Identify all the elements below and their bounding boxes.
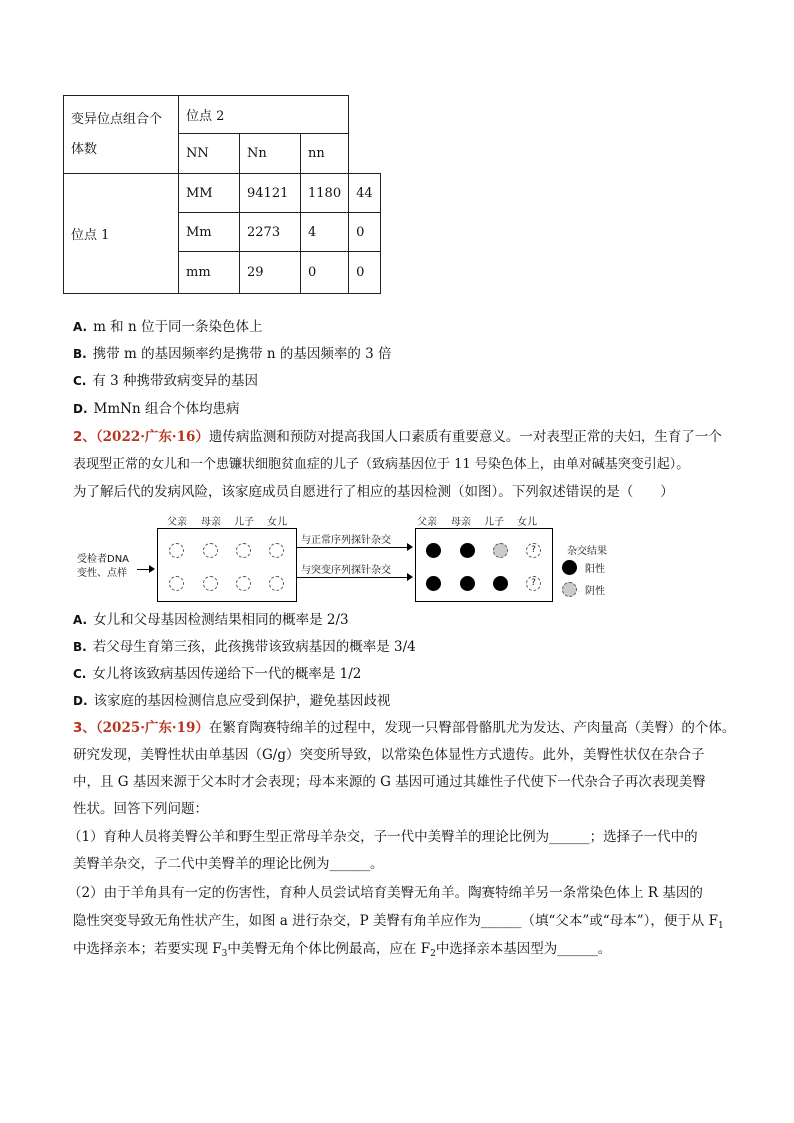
q3-line-4: 性状。回答下列问题： xyxy=(73,801,208,817)
result-membrane-box xyxy=(415,528,553,602)
legend-positive-label: 阳性 xyxy=(585,564,605,575)
sample-dot xyxy=(269,576,284,591)
question-text: 在繁育陶赛特绵羊的过程中，发现一只臀部骨骼肌尤为发达、产肉量高（美臀）的个体。 xyxy=(208,720,736,736)
table-cell: 0 xyxy=(349,252,381,294)
sample-membrane-box xyxy=(157,528,297,602)
q1-option-d xyxy=(73,400,239,418)
member-label: 女儿 xyxy=(517,517,537,528)
subscript: 1 xyxy=(718,921,724,931)
table-cell: 29 xyxy=(240,252,301,294)
member-label: 父亲 xyxy=(167,517,187,528)
option-text: 有 3 种携带致病变异的基因 xyxy=(92,373,259,389)
member-label: 母亲 xyxy=(451,517,471,528)
option-text: MmNn 组合个体均患病 xyxy=(93,401,240,417)
sample-dot xyxy=(269,543,284,558)
sample-dot xyxy=(169,543,184,558)
sample-dot xyxy=(169,576,184,591)
col-head: NN xyxy=(179,134,240,174)
q3-line-3: 中，且 G 基因来源于父本时才会表现；母本来源的 G 基因可通过其雄性子代使下一代杂合子再次表现美臀 xyxy=(73,774,706,790)
gene-detection-figure xyxy=(75,510,620,606)
left-label-2: 变性、点样 xyxy=(77,568,127,579)
table-cell: 4 xyxy=(301,213,349,252)
result-dot-positive xyxy=(460,543,475,558)
option-text: 女儿和父母基因检测结果相同的概率是 2/3 xyxy=(93,612,349,628)
option-letter: B. xyxy=(73,640,87,654)
q2-line-1 xyxy=(73,428,729,446)
header-left-text: 变异位点组合个体数 xyxy=(71,111,163,157)
table-cell: 1180 xyxy=(301,174,349,213)
legend-positive-swatch xyxy=(562,560,577,575)
row-label: Mm xyxy=(179,213,240,252)
result-dot-positive xyxy=(426,543,441,558)
member-label: 女儿 xyxy=(267,517,287,528)
table-cell: 0 xyxy=(349,213,381,252)
left-label-1: 受检者DNA xyxy=(77,554,130,565)
result-dot-positive xyxy=(493,576,508,591)
question-number: 3、 xyxy=(73,720,96,736)
part2-text: 隐性突变导致无角性状产生，如图 a 进行杂交，P 美臀有角羊应作为______（填“父本”或“母本”），便于从 F xyxy=(73,913,719,929)
probe-mutant-label: 与突变序列探针杂交 xyxy=(301,565,391,576)
question-text: 遗传病监测和预防对提高我国人口素质有重要意义。一对表型正常的夫妇，生育了一个 xyxy=(208,429,722,445)
option-letter: B. xyxy=(73,347,87,361)
part2-text: 中选择亲本；若要实现 F xyxy=(73,941,222,957)
member-label: 父亲 xyxy=(417,517,437,528)
table-cell: 44 xyxy=(349,174,381,213)
table-site1: 位点 1 xyxy=(64,174,179,294)
option-text: 该家庭的基因检测信息应受到保护，避免基因歧视 xyxy=(93,693,391,709)
option-letter: A. xyxy=(73,320,88,334)
q3-part2-line-1: （2）由于羊角具有一定的伤害性，育种人员尝试培育美臀无角羊。陶赛特绵羊另一条常染色体上 R 基因的 xyxy=(68,885,703,901)
part2-text: 中美臀无角个体比例最高，应在 F xyxy=(227,941,431,957)
probe-arrow-line xyxy=(297,547,409,548)
q3-part1-line-2: 美臀羊杂交，子二代中美臀羊的理论比例为______。 xyxy=(73,856,384,872)
q2-line-2: 表现型正常的女儿和一个患镰状细胞贫血症的儿子（致病基因位于 11 号染色体上，由单对碱基突变引起）。 xyxy=(73,457,690,472)
sample-dot xyxy=(236,543,251,558)
option-letter: C. xyxy=(73,374,87,388)
sample-dot xyxy=(236,576,251,591)
table-cell: 94121 xyxy=(240,174,301,213)
result-dot-positive xyxy=(426,576,441,591)
q3-line-2: 研究发现，美臀性状由单基因（G/g）突变所导致，以常染色体显性方式遗传。此外，美臀性状仅在杂合子 xyxy=(73,747,705,763)
question-number: 2、 xyxy=(73,429,96,445)
question-source: （2025·广东·19） xyxy=(95,720,209,736)
table-cell: 2273 xyxy=(240,213,301,252)
option-letter: D. xyxy=(73,402,88,416)
subscript: 3 xyxy=(221,949,228,959)
sample-dot xyxy=(203,543,218,558)
q3-part2-line-3 xyxy=(73,940,729,963)
q2-line-3: 为了解后代的发病风险，该家庭成员自愿进行了相应的基因检测（如图）。下列叙述错误的是（ ） xyxy=(73,484,674,500)
option-text: 携带 m 的基因频率约是携带 n 的基因频率的 3 倍 xyxy=(92,346,392,362)
probe-arrow-line xyxy=(297,577,409,578)
member-label: 母亲 xyxy=(201,517,221,528)
result-dot-unknown: ? xyxy=(526,543,541,558)
option-letter: A. xyxy=(73,613,88,627)
option-letter: D. xyxy=(73,694,88,708)
row-label: mm xyxy=(179,252,240,294)
subscript: 2 xyxy=(430,949,436,959)
probe-normal-label: 与正常序列探针杂交 xyxy=(301,535,391,546)
col-head: nn xyxy=(301,134,349,174)
member-label: 儿子 xyxy=(234,517,254,528)
result-dot-positive xyxy=(460,576,475,591)
table-header-site2: 位点 2 xyxy=(179,96,349,134)
member-label: 儿子 xyxy=(484,517,504,528)
legend-title: 杂交结果 xyxy=(567,546,607,557)
option-text: m 和 n 位于同一条染色体上 xyxy=(93,319,263,335)
legend-negative-swatch xyxy=(562,582,577,597)
q3-part1-line-1: （1）育种人员将美臀公羊和野生型正常母羊杂交，子一代中美臀羊的理论比例为______；选择子一代中的 xyxy=(68,829,698,845)
option-text: 若父母生育第三孩，此孩携带该致病基因的概率是 3/4 xyxy=(92,639,416,655)
q1-option-a xyxy=(73,318,262,336)
q1-option-c xyxy=(73,372,258,390)
q2-option-d xyxy=(73,692,391,710)
result-dot-negative xyxy=(493,543,508,558)
question-source: （2022·广东·16） xyxy=(95,429,209,445)
probe-arrow-head xyxy=(407,573,413,581)
option-letter: C. xyxy=(73,667,87,681)
result-dot-unknown: ? xyxy=(526,576,541,591)
site-combination-table xyxy=(63,95,381,294)
table-cell: 0 xyxy=(301,252,349,294)
col-head: Nn xyxy=(240,134,301,174)
q2-option-c xyxy=(73,665,361,683)
option-text: 女儿将该致病基因传递给下一代的概率是 1/2 xyxy=(92,666,362,682)
q3-line-1 xyxy=(73,719,736,737)
q2-option-a xyxy=(73,611,349,629)
table-header-left xyxy=(64,96,179,174)
row-label: MM xyxy=(179,174,240,213)
q1-option-b xyxy=(73,345,392,363)
sample-dot xyxy=(203,576,218,591)
q3-part2-line-2 xyxy=(73,912,729,935)
q2-option-b xyxy=(73,638,416,656)
arrow-head xyxy=(149,565,155,573)
part2-text: 中选择亲本基因型为______。 xyxy=(435,941,612,957)
probe-arrow-head xyxy=(407,543,413,551)
legend-negative-label: 阴性 xyxy=(585,586,605,597)
